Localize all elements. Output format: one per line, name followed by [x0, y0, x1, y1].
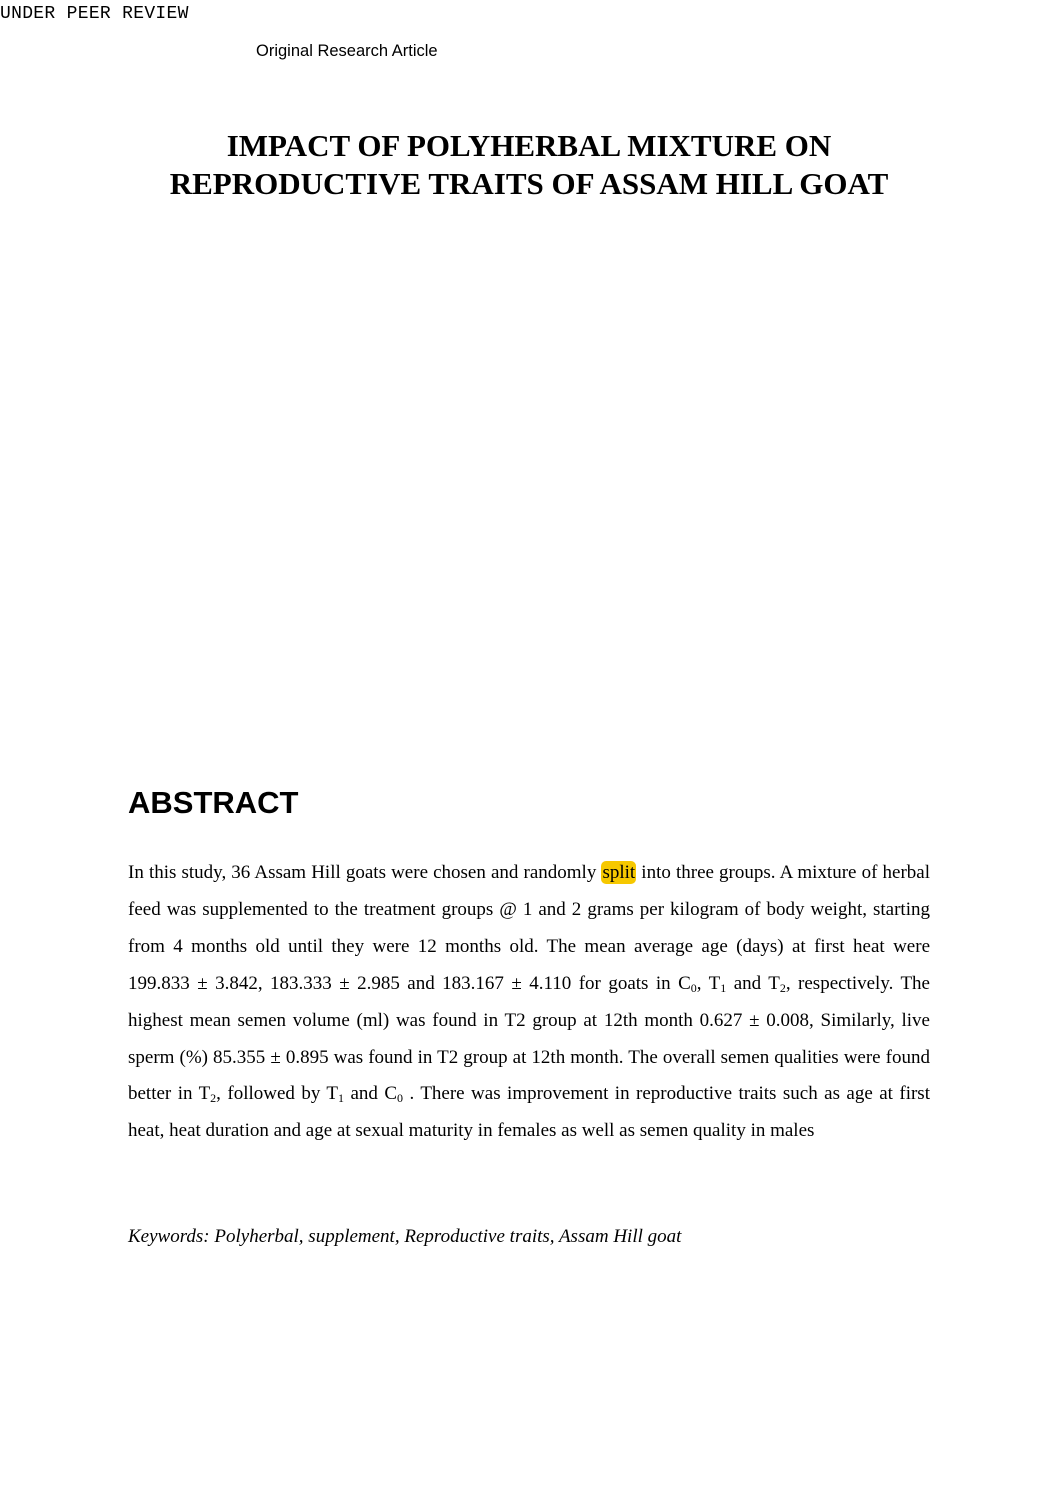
abstract-heading: ABSTRACT: [128, 785, 299, 820]
subscript: 0: [690, 980, 697, 995]
abstract-segment: , followed by T: [216, 1083, 339, 1105]
abstract-segment: , T: [696, 972, 721, 994]
title-line-2: REPRODUCTIVE TRAITS OF ASSAM HILL GOAT: [169, 166, 889, 201]
title-line-1: IMPACT OF POLYHERBAL MIXTURE ON: [226, 128, 832, 163]
paper-title: [0, 127, 1058, 203]
subscript: 2: [779, 980, 786, 995]
abstract-segment: , respectively. The highest mean semen volume (ml) was found in T2 group at 12th month 0.627 ± 0.008, Similarly, live sperm (%) 85.355 ± 0.895 was found in T2 group at 12th month. The overall semen qualities were found better in T: [128, 972, 930, 1105]
subscript: 0: [397, 1091, 404, 1106]
subscript: 2: [210, 1091, 217, 1106]
abstract-segment: . There was improvement in reproductive traits such as age at first heat, heat duration and age at sexual maturity in females as well as semen quality in males: [128, 1083, 930, 1142]
abstract-text: [128, 855, 930, 1150]
abstract-segment: and C: [344, 1083, 398, 1105]
abstract-segment: and T: [726, 972, 780, 994]
abstract-segment: In this study, 36 Assam Hill goats were chosen and randomly: [128, 862, 602, 883]
peer-review-watermark: UNDER PEER REVIEW: [0, 4, 189, 24]
subscript: 1: [338, 1091, 345, 1106]
abstract-segment: into three groups. A mixture of herbal feed was supplemented to the treatment groups @ 1 and 2 grams per kilogram of body weight, starting from 4 months old until they were 12 months old. The mean average age (days) at first heat were 199.833 ± 3.842, 183.333 ± 2.985 and 183.167 ± 4.110 for goats in C: [128, 862, 930, 994]
article-type-label: Original Research Article: [256, 42, 438, 60]
keywords-line: Keywords: Polyherbal, supplement, Reproductive traits, Assam Hill goat: [128, 1226, 682, 1247]
subscript: 1: [720, 980, 727, 995]
highlighted-word[interactable]: split: [602, 862, 636, 883]
